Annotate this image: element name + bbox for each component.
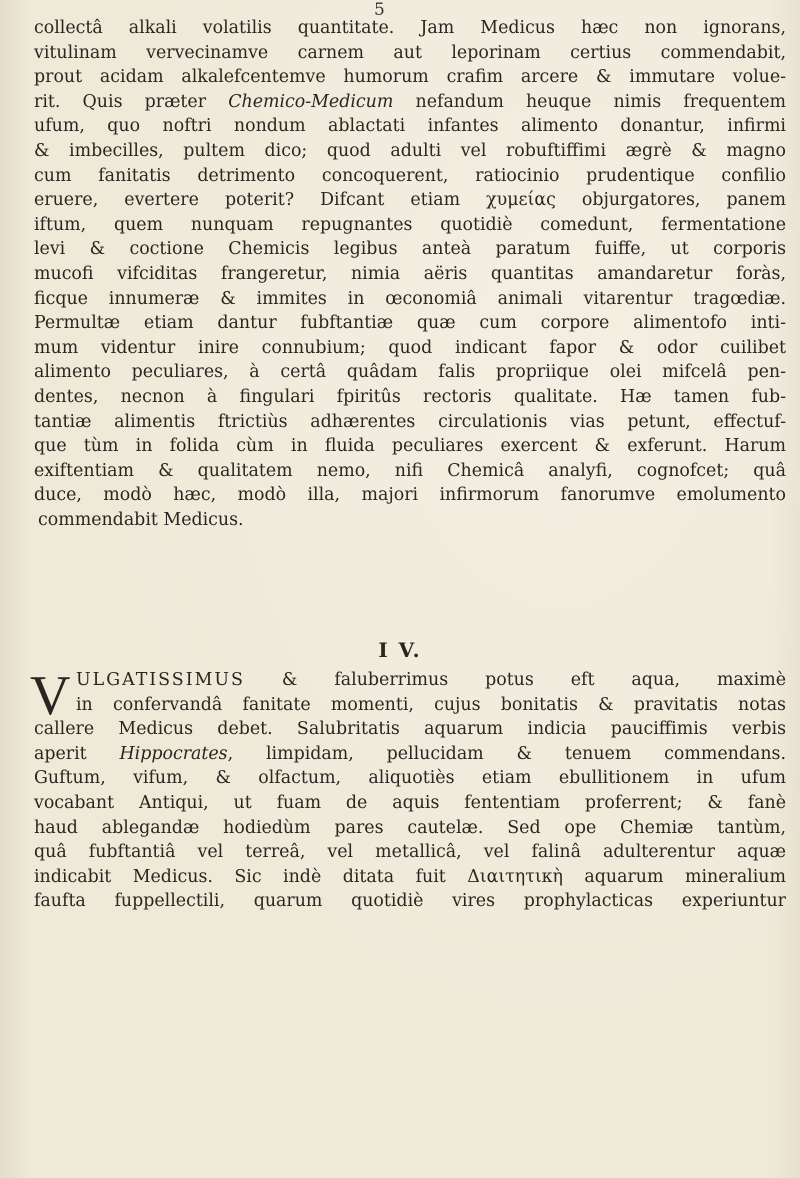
text-line: commendabit Medicus. [38,509,244,530]
text-line: alimento peculiares, à certâ quâdam falis propriique olei mifcelâ pen- [34,362,786,383]
italic-term: Hippocrates [119,743,228,764]
text-line-start: eruere, evertere poterit? Difcant etiam [34,190,487,211]
text-line-end: , limpidam, pellucidam & tenuem commendans. [227,743,786,764]
text-line: iftum, quem nunquam repugnantes quotidiè comedunt, fermentatione [34,214,786,235]
text-line: duce, modò hæc, modò illa, majori infirmorum fanorumve emolumento [34,485,786,506]
text-line: ufum, quo noftri nondum ablactati infantes alimento donantur, infirmi [34,116,786,137]
paragraph-1 [34,16,786,532]
text-line: levi & coctione Chemicis legibus anteà paratum fuiffe, ut corporis [34,239,786,260]
text-line: haud ablegandæ hodiedùm pares cautelæ. Sed ope Chemiæ tantùm, [34,817,786,838]
text-line [34,90,786,115]
text-line: Permultæ etiam dantur fubftantiæ quæ cum corpore alimentofo inti- [34,313,786,334]
section-number: I V. [378,638,422,662]
greek-term: Διαιτητικὴ [467,866,563,887]
text-line-start: indicabit Medicus. Sic indè ditata fuit [34,866,468,887]
text-line: Guftum, vifum, & olfactum, aliquotiès etiam ebullitionem in ufum [34,768,786,789]
signature-mark: 5 [374,0,385,20]
text-line-end: objurgatores, panem [555,190,786,211]
text-line: vocabant Antiqui, ut fuam de aquis fententiam proferrent; & fanè [34,792,786,813]
text-line: tantiæ alimentis ftrictiùs adhærentes circulationis vias petunt, effectuf- [34,411,786,432]
text-line-end: aquarum mineralium [562,866,786,887]
text-line: vitulinam vervecinamve carnem aut leporinam certius commendabit, [34,42,786,63]
text-line-start: rit. Quis præter [34,91,229,112]
text-line [34,188,786,213]
text-line-end: & faluberrimus potus eft aqua, maximè [244,670,786,690]
text-line: & imbecilles, pultem dico; quod adulti vel robuftiffimi ægrè & magno [34,140,786,161]
text-line-end: nefandum heuque nimis frequentem [393,91,786,112]
text-line: cum fanitatis detrimento concoquerent, ratiocinio prudentique confilio [34,165,786,186]
text-line: prout acidam alkalefcentemve humorum crafim arcere & immutare volue- [34,67,786,88]
text-line: collectâ alkali volatilis quantitate. Jam Medicus hæc non ignorans, [34,18,786,38]
text-line: mum videntur inire connubium; quod indicant fapor & odor cuilibet [34,337,786,358]
text-line: dentes, necnon à fingulari fpiritûs rectoris qualitate. Hæ tamen fub- [34,386,786,407]
small-caps-word: ULGATISSIMUS [76,670,245,690]
text-line: in confervandâ fanitate momenti, cujus bonitatis & pravitatis notas [76,694,786,715]
text-line: callere Medicus debet. Salubritatis aquarum indicia pauciffimis verbis [34,719,786,740]
text-line: quâ fubftantiâ vel terreâ, vel metallicâ, vel falinâ adulterentur aquæ [34,842,786,863]
drop-cap: V [30,665,71,727]
text-line [34,668,786,693]
italic-term: Chemico-Medicum [228,91,394,112]
text-line: que tùm in folida cùm in fluida peculiares exercent & exferunt. Harum [34,436,786,457]
text-line: exiftentiam & qualitatem nemo, nifi Chemicâ analyfi, cognofcet; quâ [34,460,786,481]
text-line [34,742,786,767]
text-line: faufta fuppellectili, quarum quotidiè vires prophylacticas experiuntur [34,891,786,912]
text-line-start: aperit [34,743,120,764]
text-line [34,865,786,890]
text-line: ficque innumeræ & immites in œconomiâ animali vitarentur tragœdiæ. [34,288,786,309]
paragraph-2 [34,668,786,914]
text-line: mucofi vifciditas frangeretur, nimia aëris quantitas amandaretur foràs, [34,263,786,284]
greek-term: χυμείας [486,190,556,211]
